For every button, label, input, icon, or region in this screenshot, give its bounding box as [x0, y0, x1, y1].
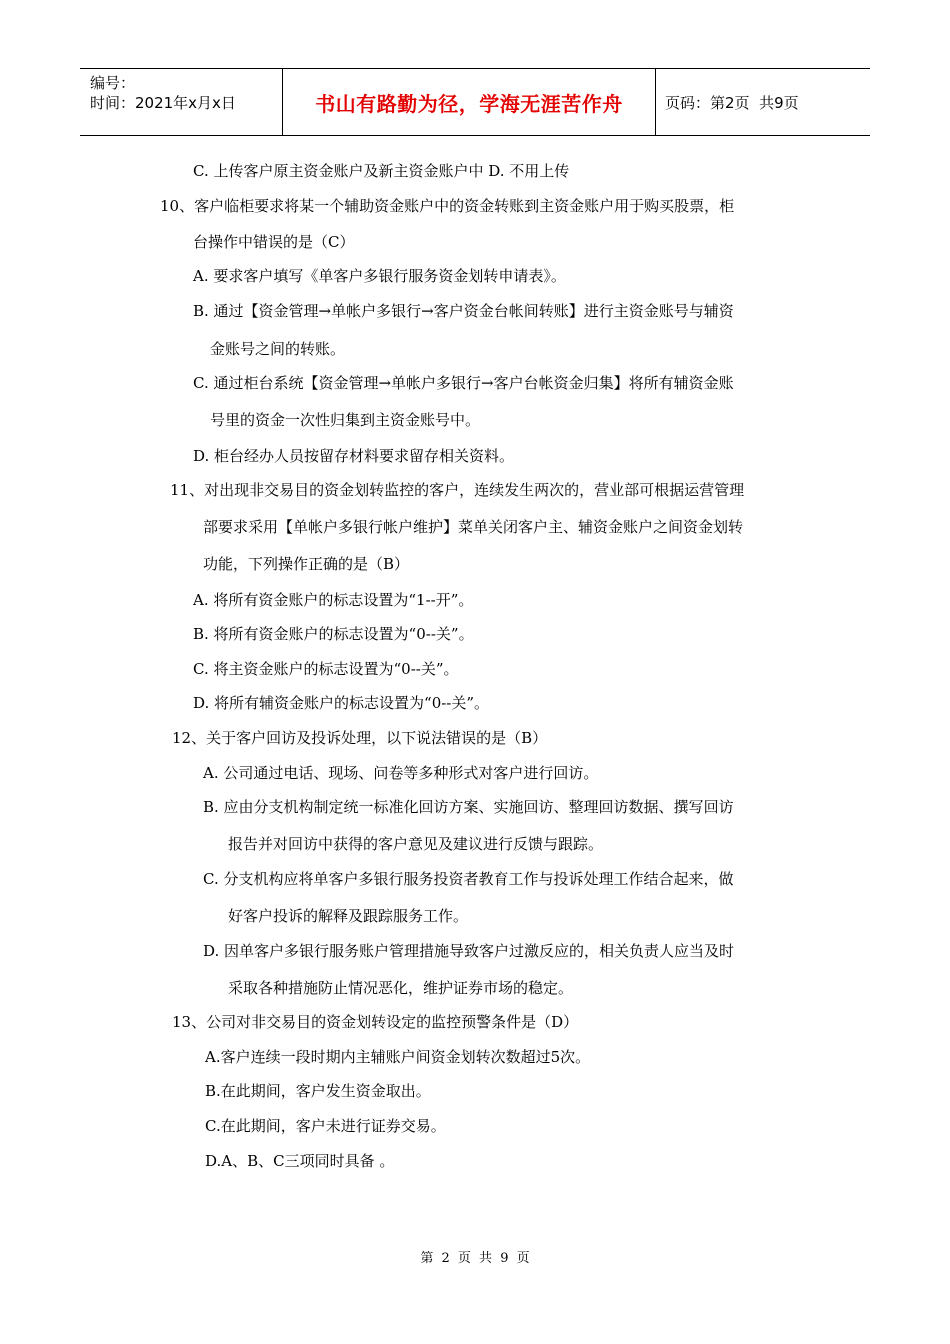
option-line: 报告并对回访中获得的客户意见及建议进行反馈与跟踪。	[228, 835, 604, 853]
option-line: D. 柜台经办人员按留存材料要求留存相关资料。	[193, 447, 515, 465]
option-line: A. 要求客户填写《单客户多银行服务资金划转申请表》。	[193, 267, 566, 285]
option-line: C. 上传客户原主资金账户及新主资金账户中 D. 不用上传	[193, 162, 570, 180]
option-line: C. 将主资金账户的标志设置为“0--关”。	[193, 660, 459, 678]
option-line: C.在此期间，客户未进行证券交易。	[205, 1117, 446, 1135]
option-line: C. 通过柜台系统【资金管理→单帐户多银行→客户台帐资金归集】将所有辅资金账	[193, 374, 734, 392]
option-line: D.A、B、C三项同时具备 。	[205, 1152, 395, 1170]
option-line: B. 通过【资金管理→单帐户多银行→客户资金台帐间转账】进行主资金账号与辅资	[193, 302, 734, 320]
option-line: 好客户投诉的解释及跟踪服务工作。	[228, 907, 469, 925]
time-label: 时间：2021年x月x日	[90, 94, 236, 112]
question-line: 台操作中错误的是（C）	[193, 233, 355, 251]
page-footer: 第 2 页 共 9 页	[420, 1251, 530, 1266]
option-line: B.在此期间，客户发生资金取出。	[205, 1082, 431, 1100]
page-header	[80, 68, 870, 136]
option-line: A.客户连续一段时期内主辅账户间资金划转次数超过5次。	[205, 1048, 591, 1066]
code-label: 编号：	[90, 74, 136, 92]
option-line: B. 将所有资金账户的标志设置为“0--关”。	[193, 625, 474, 643]
question-line: 13、公司对非交易目的资金划转设定的监控预警条件是（D）	[172, 1013, 579, 1031]
option-line: 金账号之间的转账。	[210, 340, 346, 358]
question-line: 部要求采用【单帐户多银行帐户维护】菜单关闭客户主、辅资金账户之间资金划转	[203, 518, 744, 536]
header-divider	[655, 69, 656, 135]
question-line: 功能，下列操作正确的是（B）	[203, 555, 410, 573]
option-line: D. 将所有辅资金账户的标志设置为“0--关”。	[193, 694, 490, 712]
option-line: A. 公司通过电话、现场、问卷等多种形式对客户进行回访。	[203, 764, 599, 782]
header-meta	[90, 73, 236, 113]
option-line: 采取各种措施防止情况恶化，维护证券市场的稳定。	[228, 979, 574, 997]
option-line: 号里的资金一次性归集到主资金账号中。	[210, 411, 481, 429]
question-line: 12、关于客户回访及投诉处理，以下说法错误的是（B）	[172, 729, 548, 747]
option-line: B. 应由分支机构制定统一标准化回访方案、实施回访、整理回访数据、撰写回访	[203, 798, 734, 816]
option-line: D. 因单客户多银行服务账户管理措施导致客户过激反应的，相关负责人应当及时	[203, 942, 735, 960]
question-line: 11、对出现非交易目的资金划转监控的客户，连续发生两次的，营业部可根据运营管理	[170, 481, 745, 499]
header-motto: 书山有路勤为径，学海无涯苦作舟	[315, 91, 623, 116]
option-line: A. 将所有资金账户的标志设置为“1--开”。	[193, 591, 474, 609]
option-line: C. 分支机构应将单客户多银行服务投资者教育工作与投诉处理工作结合起来，做	[203, 870, 734, 888]
question-line: 10、客户临柜要求将某一个辅助资金账户中的资金转账到主资金账户用于购买股票，柜	[160, 197, 735, 215]
header-page-number: 页码：第2页 共9页	[665, 93, 799, 112]
